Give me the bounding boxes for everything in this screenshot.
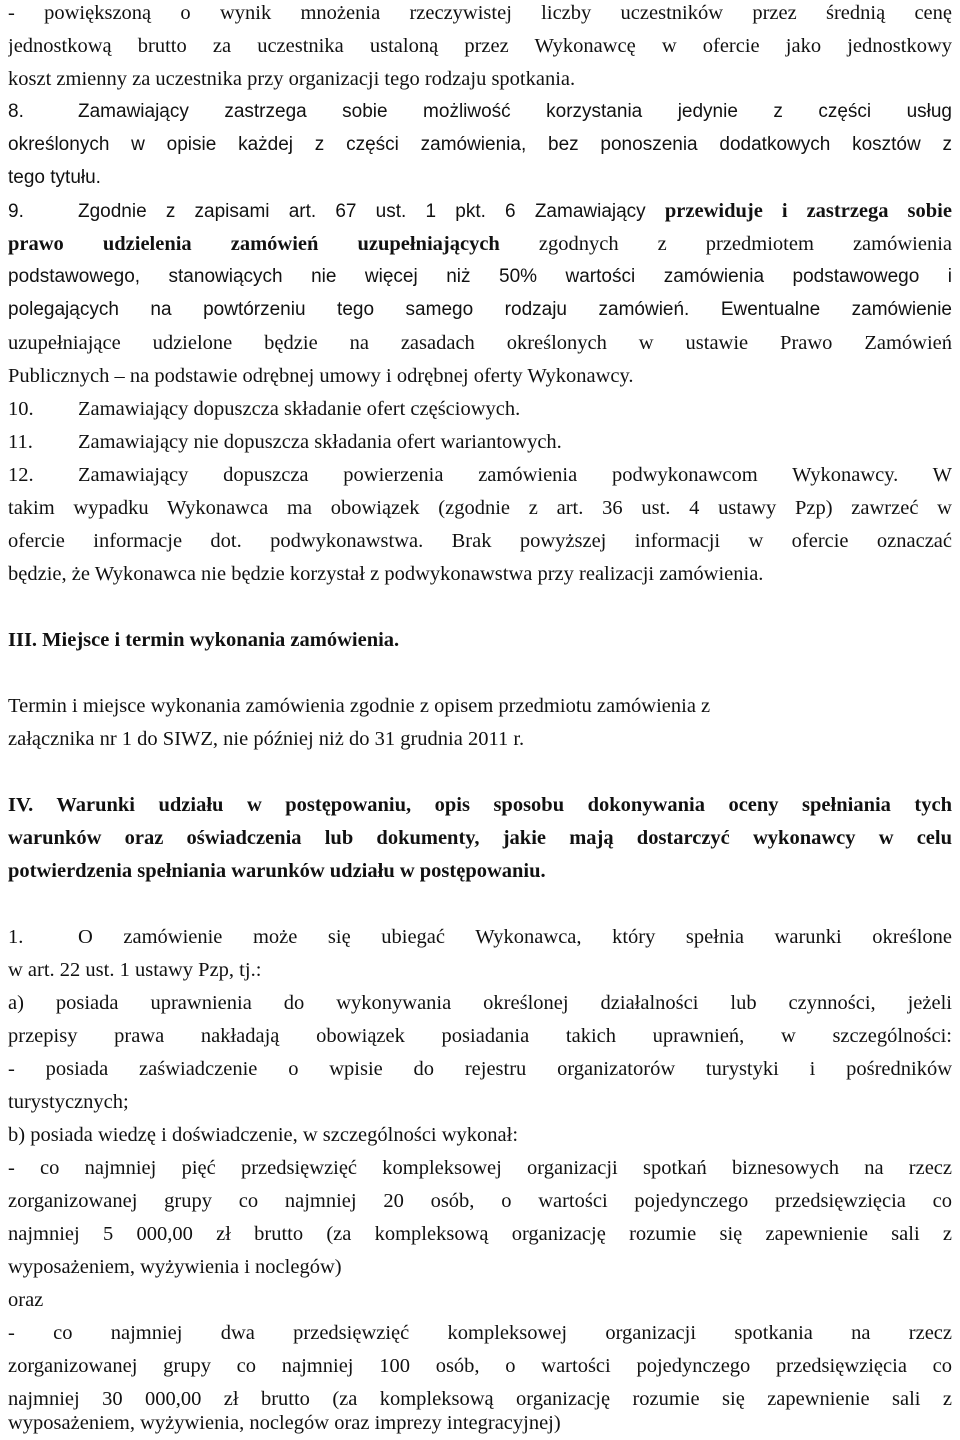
bold-text: prawo udzielenia zamówień uzupełniających (8, 233, 500, 255)
section-heading: IV. Warunki udziału w postępowaniu, opis sposobu dokonywania oceny spełniania tych (8, 794, 952, 816)
item-number: 12. (8, 464, 34, 486)
paragraph-line: jednostkową brutto za uczestnika ustaloną przez Wykonawcę w ofercie jako jednostkowy (8, 35, 952, 57)
section-heading: warunków oraz oświadczenia lub dokumenty, jakie mają dostarczyć wykonawcy w celu (8, 827, 952, 849)
paragraph-line: zorganizowanej grupy co najmniej 20 osób, o wartości pojedynczego przedsięwzięcia co (8, 1190, 952, 1212)
item-text: Zamawiający dopuszcza powierzenia zamówienia podwykonawcom Wykonawcy. W (78, 464, 952, 486)
item-text: Zgodnie z zapisami art. 67 ust. 1 pkt. 6 Zamawiający (78, 201, 665, 222)
item-text: Zamawiający nie dopuszcza składania ofert wariantowych. (78, 431, 562, 453)
paragraph-line: koszt zmienny za uczestnika przy organizacji tego rodzaju spotkania. (8, 68, 576, 90)
paragraph-line: zorganizowanej grupy co najmniej 100 osób, o wartości pojedynczego przedsięwzięcia co (8, 1355, 952, 1377)
paragraph-line: najmniej 30 000,00 zł brutto (za kompleksową organizację rozumie się zapewnienie sali z (8, 1388, 952, 1410)
paragraph-line: - co najmniej dwa przedsięwzięć kompleksowej organizacji spotkania na rzecz (8, 1322, 952, 1344)
paragraph-line: uzupełniające udzielone będzie na zasadach określonych w ustawie Prawo Zamówień (8, 332, 952, 354)
paragraph-line: - co najmniej pięć przedsięwzięć kompleksowej organizacji spotkań biznesowych na rzecz (8, 1157, 952, 1179)
paragraph-line: przepisy prawa nakładają obowiązek posiadania takich uprawnień, w szczególności: (8, 1025, 952, 1047)
list-item-1 (8, 921, 952, 953)
item-number: 8. (8, 101, 24, 122)
section-heading: III. Miejsce i termin wykonania zamówienia. (8, 629, 400, 651)
item-number: 10. (8, 398, 34, 420)
paragraph-line: Publicznych – na podstawie odrębnej umowy i odrębnej oferty Wykonawcy. (8, 365, 634, 387)
list-item-9 (8, 195, 952, 227)
paragraph-line: Termin i miejsce wykonania zamówienia zgodnie z opisem przedmiotu zamówienia z (8, 695, 711, 717)
list-item-11 (8, 426, 952, 458)
paragraph-line: określonych w opisie każdej z części zamówienia, bez ponoszenia dodatkowych kosztów z (8, 134, 952, 155)
paragraph-line: wyposażeniem, wyżywienia i noclegów) (8, 1256, 342, 1278)
paragraph-line: najmniej 5 000,00 zł brutto (za kompleksową organizację rozumie się zapewnienie sali z (8, 1223, 952, 1245)
paragraph-line: - powiększoną o wynik mnożenia rzeczywistej liczby uczestników przez średnią cenę (8, 2, 952, 24)
paragraph-line: będzie, że Wykonawca nie będzie korzystał z podwykonawstwa przy realizacji zamówienia. (8, 563, 764, 585)
paragraph-line: podstawowego, stanowiących nie więcej niż 50% wartości zamówienia podstawowego i (8, 266, 952, 287)
list-item-10 (8, 393, 952, 425)
item-number: 1. (8, 926, 24, 948)
paragraph-line: b) posiada wiedzę i doświadczenie, w szczególności wykonał: (8, 1124, 519, 1146)
paragraph-line: wyposażeniem, wyżywienia, noclegów oraz imprezy integracyjnej) (8, 1412, 561, 1434)
paragraph-line: a) posiada uprawnienia do wykonywania określonej działalności lub czynności, jeżeli (8, 992, 952, 1014)
section-heading: potwierdzenia spełniania warunków udziału w postępowaniu. (8, 860, 546, 882)
item-number: 11. (8, 431, 33, 453)
paragraph-line: tego tytułu. (8, 167, 101, 188)
paragraph-line: oraz (8, 1289, 44, 1311)
item-text: O zamówienie może się ubiegać Wykonawca, który spełnia warunki określone (78, 926, 952, 948)
item-text: Zamawiający zastrzega sobie możliwość korzystania jedynie z części usług (78, 101, 952, 122)
list-item-12 (8, 459, 952, 491)
paragraph-line: w art. 22 ust. 1 ustawy Pzp, tj.: (8, 959, 262, 981)
paragraph-line (8, 228, 952, 260)
paragraph-line: polegających na powtórzeniu tego samego rodzaju zamówień. Ewentualne zamówienie (8, 299, 952, 320)
bold-text: przewiduje i zastrzega sobie (664, 200, 952, 222)
paragraph-line: turystycznych; (8, 1091, 129, 1113)
list-item-8 (8, 96, 952, 128)
paragraph-line: - posiada zaświadczenie o wpisie do rejestru organizatorów turystyki i pośredników (8, 1058, 952, 1080)
item-text: Zamawiający dopuszcza składanie ofert częściowych. (78, 398, 521, 420)
item-number: 9. (8, 201, 24, 222)
normal-text: zgodnych z przedmiotem zamówienia (499, 233, 952, 255)
paragraph-line: takim wypadku Wykonawca ma obowiązek (zgodnie z art. 36 ust. 4 ustawy Pzp) zawrzeć w (8, 497, 952, 519)
paragraph-line: załącznika nr 1 do SIWZ, nie później niż do 31 grudnia 2011 r. (8, 728, 525, 750)
paragraph-line: ofercie informacje dot. podwykonawstwa. Brak powyższej informacji w ofercie oznaczać (8, 530, 952, 552)
